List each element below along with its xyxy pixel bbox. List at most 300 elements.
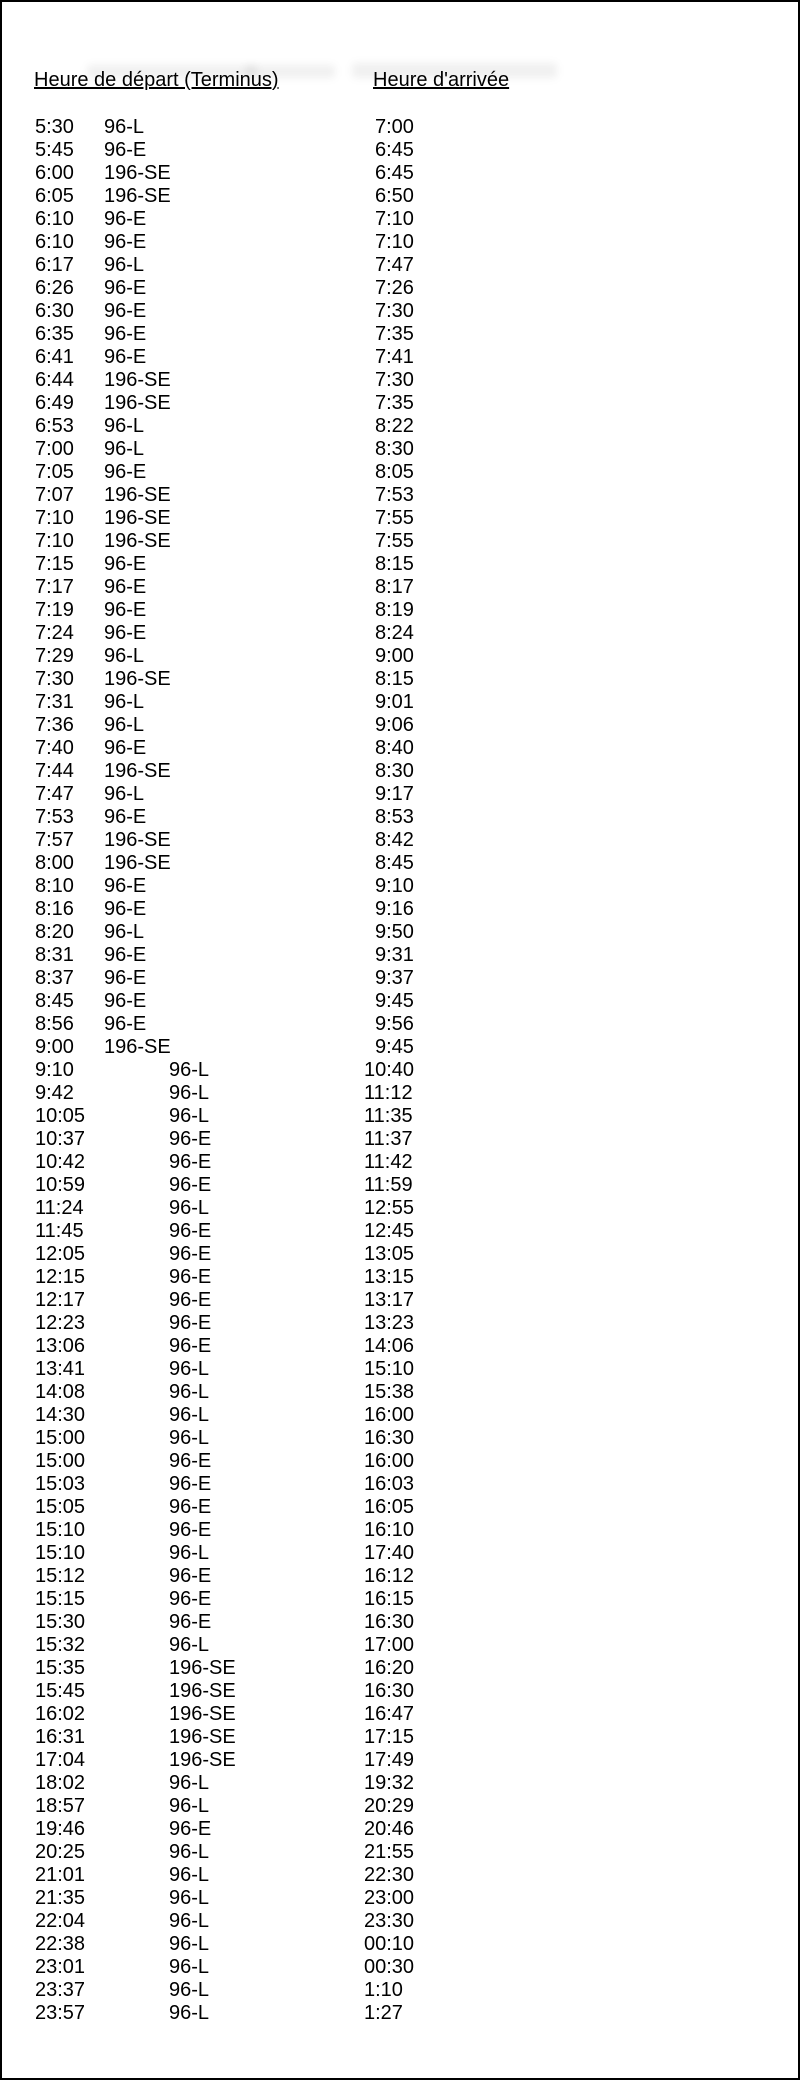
schedule-row	[2, 691, 798, 714]
arrival-time: 16:30	[364, 1427, 415, 1449]
route-code: 96-L	[104, 645, 145, 667]
schedule-row	[2, 1588, 798, 1611]
departure-time: 6:53	[35, 415, 74, 437]
departure-time: 5:45	[35, 139, 74, 161]
schedule-row	[2, 1956, 798, 1979]
arrival-time: 6:45	[375, 162, 414, 184]
schedule-row	[2, 783, 798, 806]
departure-time: 15:30	[35, 1611, 86, 1633]
departure-time: 6:00	[35, 162, 74, 184]
departure-time: 15:15	[35, 1588, 86, 1610]
schedule-row	[2, 1128, 798, 1151]
departure-time: 8:20	[35, 921, 74, 943]
schedule-row	[2, 714, 798, 737]
departure-time: 20:25	[35, 1841, 86, 1863]
schedule-row	[2, 898, 798, 921]
route-code: 96-E	[104, 553, 147, 575]
arrival-time: 16:03	[364, 1473, 415, 1495]
route-code: 96-L	[169, 1887, 210, 1909]
departure-time: 7:47	[35, 783, 74, 805]
schedule-row	[2, 1841, 798, 1864]
route-code: 96-E	[104, 323, 147, 345]
arrival-time: 12:55	[364, 1197, 415, 1219]
arrival-time: 16:47	[364, 1703, 415, 1725]
arrival-time: 7:10	[375, 231, 414, 253]
departure-time: 12:15	[35, 1266, 86, 1288]
arrival-time: 9:45	[375, 1036, 414, 1058]
arrival-time: 11:35	[364, 1105, 413, 1127]
arrival-time: 8:19	[375, 599, 414, 621]
route-code: 96-E	[169, 1220, 212, 1242]
arrival-column-header: Heure d'arrivée	[373, 69, 510, 91]
departure-time: 8:45	[35, 990, 74, 1012]
route-code: 96-E	[169, 1266, 212, 1288]
schedule-row	[2, 530, 798, 553]
route-code: 196-SE	[169, 1749, 236, 1771]
arrival-time: 7:30	[375, 300, 414, 322]
route-code: 96-E	[104, 208, 147, 230]
departure-time: 9:42	[35, 1082, 74, 1104]
route-code: 96-L	[169, 1841, 210, 1863]
arrival-time: 8:42	[375, 829, 414, 851]
arrival-time: 7:41	[375, 346, 414, 368]
arrival-time: 8:30	[375, 438, 414, 460]
route-code: 96-E	[104, 300, 147, 322]
departure-time: 7:30	[35, 668, 74, 690]
schedule-row	[2, 1933, 798, 1956]
route-code: 96-E	[169, 1312, 212, 1334]
departure-time: 16:31	[35, 1726, 86, 1748]
schedule-row	[2, 1772, 798, 1795]
route-code: 96-L	[169, 1542, 210, 1564]
schedule-row	[2, 760, 798, 783]
route-code: 96-L	[104, 438, 145, 460]
schedule-row	[2, 277, 798, 300]
schedule-row	[2, 1427, 798, 1450]
route-code: 96-E	[169, 1128, 212, 1150]
departure-time: 10:42	[35, 1151, 86, 1173]
route-code: 96-L	[169, 1634, 210, 1656]
schedule-row	[2, 576, 798, 599]
schedule-row	[2, 1289, 798, 1312]
route-code: 196-SE	[169, 1657, 236, 1679]
departure-time: 8:31	[35, 944, 74, 966]
departure-time: 15:12	[35, 1565, 86, 1587]
schedule-row	[2, 1864, 798, 1887]
schedule-row	[2, 116, 798, 139]
route-code: 96-L	[104, 921, 145, 943]
schedule-row	[2, 1266, 798, 1289]
schedule-row	[2, 231, 798, 254]
route-code: 96-L	[169, 1795, 210, 1817]
route-code: 96-L	[169, 1059, 210, 1081]
arrival-time: 9:56	[375, 1013, 414, 1035]
departure-time: 18:02	[35, 1772, 86, 1794]
schedule-row	[2, 208, 798, 231]
arrival-time: 16:20	[364, 1657, 415, 1679]
route-code: 96-E	[169, 1818, 212, 1840]
arrival-time: 16:30	[364, 1680, 415, 1702]
schedule-row	[2, 1703, 798, 1726]
arrival-time: 13:15	[364, 1266, 415, 1288]
departure-time: 7:17	[35, 576, 74, 598]
departure-time: 12:05	[35, 1243, 86, 1265]
schedule-row	[2, 1910, 798, 1933]
arrival-time: 9:10	[375, 875, 414, 897]
arrival-time: 7:00	[375, 116, 414, 138]
departure-time: 7:53	[35, 806, 74, 828]
route-code: 196-SE	[169, 1680, 236, 1702]
departure-time: 7:44	[35, 760, 74, 782]
departure-time: 23:37	[35, 1979, 86, 2001]
arrival-time: 11:12	[364, 1082, 413, 1104]
departure-time: 9:10	[35, 1059, 74, 1081]
schedule-row	[2, 323, 798, 346]
arrival-time: 8:17	[375, 576, 414, 598]
route-code: 96-E	[169, 1473, 212, 1495]
arrival-time: 16:00	[364, 1450, 415, 1472]
schedule-row	[2, 1243, 798, 1266]
route-code: 96-E	[104, 599, 147, 621]
departure-time: 8:37	[35, 967, 74, 989]
departure-time: 7:15	[35, 553, 74, 575]
arrival-time: 19:32	[364, 1772, 415, 1794]
departure-time: 6:30	[35, 300, 74, 322]
arrival-time: 7:30	[375, 369, 414, 391]
arrival-time: 16:12	[364, 1565, 415, 1587]
schedule-row	[2, 162, 798, 185]
route-code: 196-SE	[104, 185, 171, 207]
departure-time: 7:31	[35, 691, 74, 713]
route-code: 196-SE	[104, 829, 171, 851]
departure-time: 8:56	[35, 1013, 74, 1035]
route-code: 96-L	[169, 1197, 210, 1219]
schedule-row	[2, 1749, 798, 1772]
route-code: 196-SE	[104, 392, 171, 414]
schedule-row	[2, 737, 798, 760]
arrival-time: 9:31	[375, 944, 414, 966]
departure-time: 11:45	[35, 1220, 84, 1242]
arrival-time: 7:55	[375, 530, 414, 552]
arrival-time: 13:17	[364, 1289, 415, 1311]
arrival-time: 17:40	[364, 1542, 415, 1564]
route-code: 196-SE	[104, 1036, 171, 1058]
schedule-row	[2, 852, 798, 875]
departure-time: 14:30	[35, 1404, 86, 1426]
schedule-row	[2, 369, 798, 392]
route-code: 96-L	[169, 1105, 210, 1127]
route-code: 96-L	[169, 2002, 210, 2024]
arrival-time: 7:55	[375, 507, 414, 529]
arrival-time: 14:06	[364, 1335, 415, 1357]
schedule-row	[2, 1358, 798, 1381]
arrival-time: 7:53	[375, 484, 414, 506]
arrival-time: 20:29	[364, 1795, 415, 1817]
arrival-time: 6:45	[375, 139, 414, 161]
schedule-row	[2, 1565, 798, 1588]
route-code: 96-L	[169, 1082, 210, 1104]
schedule-row	[2, 990, 798, 1013]
departure-time: 19:46	[35, 1818, 86, 1840]
departure-time: 6:17	[35, 254, 74, 276]
arrival-time: 7:35	[375, 323, 414, 345]
schedule-row	[2, 1634, 798, 1657]
arrival-time: 8:40	[375, 737, 414, 759]
departure-time: 6:41	[35, 346, 74, 368]
departure-column-header: Heure de départ (Terminus)	[34, 69, 279, 91]
schedule-row	[2, 1450, 798, 1473]
route-code: 96-L	[104, 691, 145, 713]
route-code: 96-E	[104, 139, 147, 161]
departure-time: 13:06	[35, 1335, 86, 1357]
route-code: 96-L	[104, 415, 145, 437]
departure-time: 15:45	[35, 1680, 86, 1702]
arrival-time: 00:30	[364, 1956, 415, 1978]
departure-time: 6:10	[35, 208, 74, 230]
arrival-time: 21:55	[364, 1841, 415, 1863]
route-code: 96-E	[169, 1151, 212, 1173]
arrival-time: 8:22	[375, 415, 414, 437]
departure-time: 7:40	[35, 737, 74, 759]
departure-time: 16:02	[35, 1703, 86, 1725]
route-code: 96-L	[104, 783, 145, 805]
arrival-time: 11:37	[364, 1128, 413, 1150]
route-code: 96-E	[104, 1013, 147, 1035]
route-code: 96-E	[104, 898, 147, 920]
route-code: 196-SE	[104, 162, 171, 184]
schedule-row	[2, 1059, 798, 1082]
route-code: 96-E	[104, 231, 147, 253]
schedule-row	[2, 1335, 798, 1358]
arrival-time: 9:45	[375, 990, 414, 1012]
arrival-time: 15:38	[364, 1381, 415, 1403]
route-code: 96-L	[169, 1933, 210, 1955]
departure-time: 8:16	[35, 898, 74, 920]
schedule-row	[2, 185, 798, 208]
route-code: 96-L	[169, 1772, 210, 1794]
arrival-time: 9:06	[375, 714, 414, 736]
departure-time: 12:17	[35, 1289, 86, 1311]
route-code: 96-L	[169, 1956, 210, 1978]
schedule-row	[2, 1611, 798, 1634]
departure-time: 8:10	[35, 875, 74, 897]
route-code: 96-E	[169, 1496, 212, 1518]
arrival-time: 17:00	[364, 1634, 415, 1656]
arrival-time: 9:00	[375, 645, 414, 667]
departure-time: 12:23	[35, 1312, 86, 1334]
route-code: 196-SE	[169, 1726, 236, 1748]
departure-time: 23:01	[35, 1956, 86, 1978]
route-code: 96-E	[169, 1335, 212, 1357]
departure-time: 6:26	[35, 277, 74, 299]
route-code: 96-E	[104, 622, 147, 644]
route-code: 196-SE	[104, 369, 171, 391]
schedule-row	[2, 1680, 798, 1703]
departure-time: 7:05	[35, 461, 74, 483]
departure-time: 6:05	[35, 185, 74, 207]
arrival-time: 13:05	[364, 1243, 415, 1265]
schedule-row	[2, 1795, 798, 1818]
arrival-time: 00:10	[364, 1933, 415, 1955]
route-code: 96-E	[104, 461, 147, 483]
departure-time: 9:00	[35, 1036, 74, 1058]
departure-time: 7:00	[35, 438, 74, 460]
route-code: 96-E	[169, 1588, 212, 1610]
arrival-time: 9:01	[375, 691, 414, 713]
route-code: 96-E	[104, 806, 147, 828]
departure-time: 7:36	[35, 714, 74, 736]
arrival-time: 17:49	[364, 1749, 415, 1771]
route-code: 196-SE	[104, 668, 171, 690]
departure-time: 23:57	[35, 2002, 86, 2024]
arrival-time: 11:59	[364, 1174, 413, 1196]
arrival-time: 9:16	[375, 898, 414, 920]
departure-time: 10:37	[35, 1128, 86, 1150]
schedule-row	[2, 1887, 798, 1910]
departure-time: 21:01	[35, 1864, 86, 1886]
schedule-row	[2, 829, 798, 852]
arrival-time: 16:00	[364, 1404, 415, 1426]
departure-time: 21:35	[35, 1887, 86, 1909]
schedule-row	[2, 1312, 798, 1335]
departure-time: 17:04	[35, 1749, 86, 1771]
route-code: 96-E	[104, 875, 147, 897]
schedule-row	[2, 507, 798, 530]
departure-time: 22:04	[35, 1910, 86, 1932]
schedule-row	[2, 1174, 798, 1197]
schedule-row	[2, 1818, 798, 1841]
schedule-row	[2, 346, 798, 369]
arrival-time: 10:40	[364, 1059, 415, 1081]
schedule-row	[2, 1519, 798, 1542]
arrival-time: 8:30	[375, 760, 414, 782]
departure-time: 15:32	[35, 1634, 86, 1656]
schedule-row	[2, 806, 798, 829]
departure-time: 15:03	[35, 1473, 86, 1495]
schedule-row	[2, 944, 798, 967]
arrival-time: 1:10	[364, 1979, 403, 2001]
route-code: 96-E	[104, 990, 147, 1012]
arrival-time: 16:05	[364, 1496, 415, 1518]
departure-time: 11:24	[35, 1197, 84, 1219]
departure-time: 14:08	[35, 1381, 86, 1403]
arrival-time: 22:30	[364, 1864, 415, 1886]
arrival-time: 8:05	[375, 461, 414, 483]
departure-time: 15:00	[35, 1450, 86, 1472]
schedule-row	[2, 139, 798, 162]
schedule-row	[2, 1220, 798, 1243]
departure-time: 6:10	[35, 231, 74, 253]
route-code: 96-L	[169, 1910, 210, 1932]
route-code: 196-SE	[104, 852, 171, 874]
schedule-row	[2, 1036, 798, 1059]
schedule-row	[2, 392, 798, 415]
arrival-time: 8:53	[375, 806, 414, 828]
departure-time: 6:44	[35, 369, 74, 391]
arrival-time: 7:26	[375, 277, 414, 299]
departure-time: 15:00	[35, 1427, 86, 1449]
route-code: 96-E	[104, 277, 147, 299]
schedule-row	[2, 300, 798, 323]
schedule-row	[2, 1496, 798, 1519]
arrival-time: 13:23	[364, 1312, 415, 1334]
route-code: 96-E	[104, 737, 147, 759]
arrival-time: 9:50	[375, 921, 414, 943]
departure-time: 15:05	[35, 1496, 86, 1518]
schedule-row	[2, 921, 798, 944]
departure-time: 10:05	[35, 1105, 86, 1127]
schedule-row	[2, 1082, 798, 1105]
route-code: 96-L	[169, 1404, 210, 1426]
schedule-row	[2, 461, 798, 484]
route-code: 96-L	[104, 714, 145, 736]
schedule-row	[2, 438, 798, 461]
route-code: 196-SE	[104, 760, 171, 782]
schedule-row	[2, 875, 798, 898]
arrival-time: 8:45	[375, 852, 414, 874]
departure-time: 7:19	[35, 599, 74, 621]
route-code: 96-L	[169, 1864, 210, 1886]
arrival-time: 6:50	[375, 185, 414, 207]
route-code: 196-SE	[169, 1703, 236, 1725]
arrival-time: 9:17	[375, 783, 414, 805]
arrival-time: 16:30	[364, 1611, 415, 1633]
arrival-time: 23:00	[364, 1887, 415, 1909]
arrival-time: 7:10	[375, 208, 414, 230]
arrival-time: 8:15	[375, 553, 414, 575]
schedule-row	[2, 599, 798, 622]
schedule-row	[2, 553, 798, 576]
schedule-row	[2, 1473, 798, 1496]
schedule-row	[2, 1151, 798, 1174]
route-code: 96-L	[169, 1427, 210, 1449]
route-code: 96-L	[104, 254, 145, 276]
departure-time: 6:49	[35, 392, 74, 414]
departure-time: 18:57	[35, 1795, 86, 1817]
arrival-time: 7:47	[375, 254, 414, 276]
schedule-row	[2, 415, 798, 438]
schedule-row	[2, 1657, 798, 1680]
schedule-row	[2, 1197, 798, 1220]
route-code: 96-E	[169, 1565, 212, 1587]
arrival-time: 8:24	[375, 622, 414, 644]
departure-time: 7:57	[35, 829, 74, 851]
route-code: 196-SE	[104, 484, 171, 506]
schedule-row	[2, 484, 798, 507]
route-code: 96-E	[104, 944, 147, 966]
route-code: 96-E	[169, 1611, 212, 1633]
schedule-row	[2, 2002, 798, 2025]
departure-time: 15:10	[35, 1542, 86, 1564]
arrival-time: 16:15	[364, 1588, 415, 1610]
departure-time: 15:35	[35, 1657, 86, 1679]
schedule-row	[2, 1105, 798, 1128]
arrival-time: 16:10	[364, 1519, 415, 1541]
arrival-time: 23:30	[364, 1910, 415, 1932]
arrival-time: 20:46	[364, 1818, 415, 1840]
departure-time: 8:00	[35, 852, 74, 874]
route-code: 96-E	[104, 576, 147, 598]
departure-time: 15:10	[35, 1519, 86, 1541]
arrival-time: 7:35	[375, 392, 414, 414]
departure-time: 6:35	[35, 323, 74, 345]
schedule-row	[2, 1404, 798, 1427]
route-code: 96-E	[104, 346, 147, 368]
route-code: 96-E	[169, 1519, 212, 1541]
departure-time: 7:07	[35, 484, 74, 506]
route-code: 96-L	[169, 1358, 210, 1380]
route-code: 96-E	[104, 967, 147, 989]
